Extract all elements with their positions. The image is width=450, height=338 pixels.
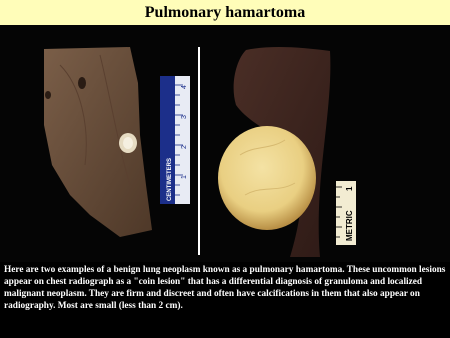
ruler-label: CENTIMETERS [167,157,173,201]
slide-title: Pulmonary hamartoma [144,3,306,21]
metric-ruler-tick-1: 1 [345,186,354,191]
caption-text: Here are two examples of a benign lung neoplasm known as a pulmonary hamartoma. These uncommon lesions appear on chest radiograph as a "coin lesion" that has a differential diagnosis of granuloma and localized malignant neoplasm. They are firm and discreet and often have calcifications in them that also appear on radiography. Most are small (less than 2 cm). [4,265,446,311]
title-bar [0,0,450,25]
specimen-photo [0,25,450,262]
metric-ruler-label: METRIC [345,210,354,241]
specimen-illustration [0,25,450,262]
ruler-tick-4: 4 [181,85,188,89]
ruler-tick-2: 2 [181,145,188,149]
centimeter-ruler [160,76,190,204]
large-hamartoma-mass [218,126,316,230]
ruler-tick-3: 3 [181,115,188,119]
ruler-tick-1: 1 [181,175,188,179]
metric-ruler [336,181,356,245]
